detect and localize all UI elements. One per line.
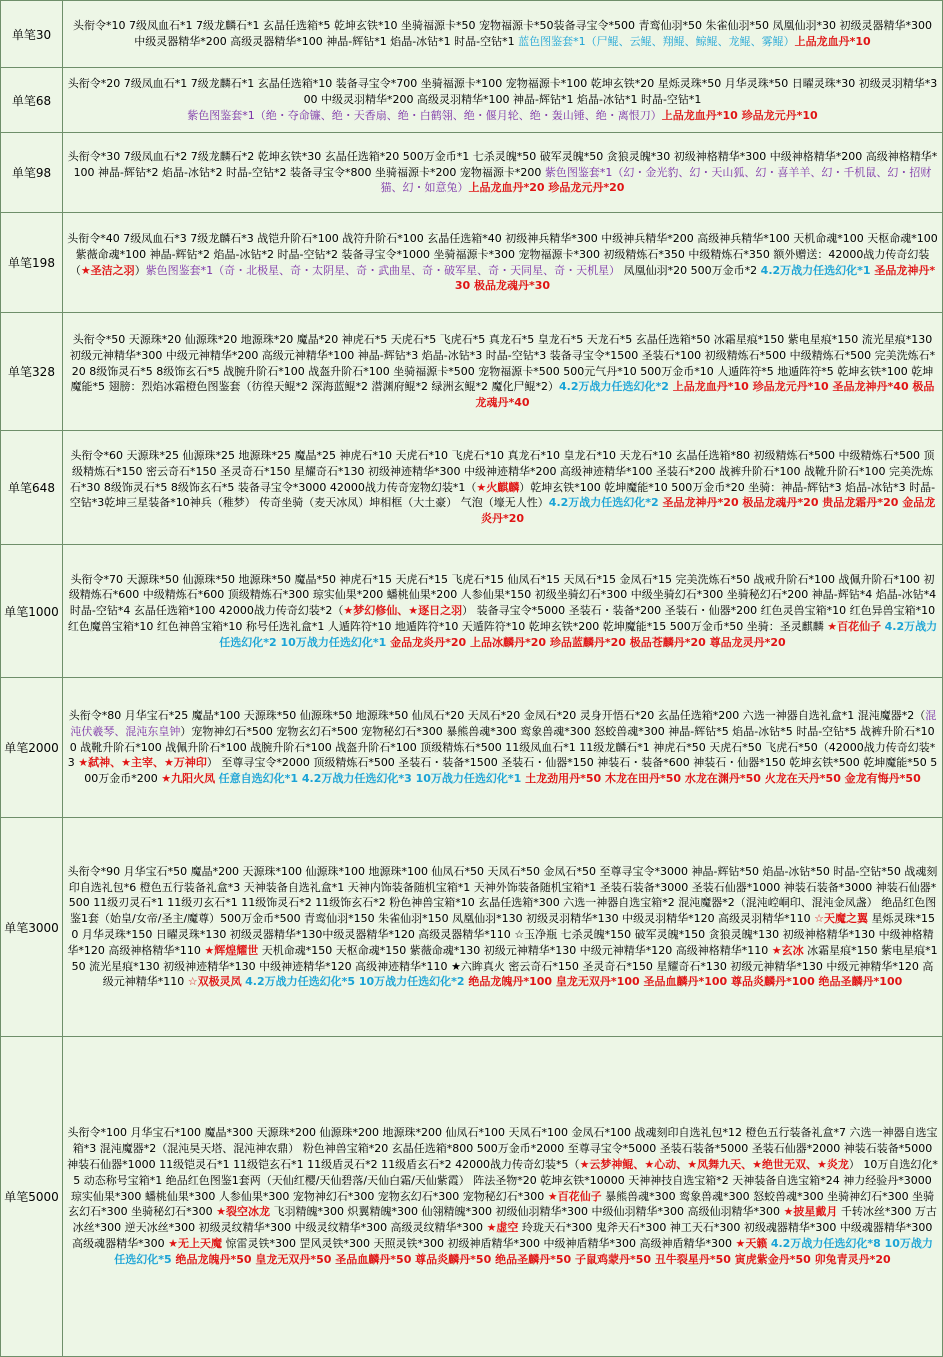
tier-table-body — [1, 1, 943, 1357]
reward-text-red: 圣品龙神丹*30 极品龙魂丹*30 — [454, 263, 936, 293]
reward-text-normal: ）宠物神幻石*500 宠物玄幻石*500 宠物秘幻石*300 暴熊兽魂*300 鸾象兽魂*300 怒蛟兽魂*300 神晶-辉钻*5 焰晶-冰钻*5 时晶-空钻*5 战裤升阶石*100 战靴升阶石*100 战佩升阶石*100 战腕升阶石*100 战盔升阶石*100 顶级精炼石*500 11级凤血石*1 11级龙麟石*1 神虎石*50 天虎石*50 飞虎石*50（42000战力传奇幻装*3 — [67, 724, 936, 770]
reward-text-red: ★云梦神鲲、★心动、★凤舞九天、★绝世无双、★炎龙 — [579, 1158, 849, 1171]
tier-label: 单笔68 — [1, 68, 63, 133]
reward-text-normal: 飞羽精魄*300 炽翼精魄*300 仙翎精魄*300 初级仙羽精华*300 中级仙羽精华*300 高级仙羽精华*300 — [270, 1205, 784, 1219]
tier-row — [1, 1037, 943, 1357]
reward-text-red: ★圣洁之羽 — [80, 263, 135, 277]
reward-text-normal: 头衔令*20 7级凤血石*1 7级龙麟石*1 玄晶任选箱*10 装备寻宝令*700 坐骑福源卡*100 宠物福源卡*100 乾坤玄铁*20 星烁灵珠*50 月华灵珠*50 日曜灵珠*30 初级灵羽精华*300 中级灵羽精华*200 高级灵羽精华*100 神晶-辉钻*1 焰晶-冰钻*1 时晶-空钻*1 — [67, 77, 938, 107]
reward-text-red: ★梦幻修仙、★逐日之羽 — [343, 604, 463, 618]
reward-text-cyan: 4.2万战力任选幻化*2 10万战力任选幻化*1 — [219, 619, 938, 649]
reward-text-cyan: 4.2万战力任选幻化*5 10万战力任选幻化*2 — [245, 975, 465, 989]
reward-text-cyan: 任意自选幻化*1 4.2万战力任选幻化*3 10万战力任选幻化*1 — [218, 772, 522, 786]
reward-text-normal: 惊雷灵铁*300 罡风灵铁*300 天照灵铁*300 初级神盾精华*300 中级神盾精华*300 高级神盾精华*300 — [222, 1236, 736, 1250]
reward-text-normal: 头衔令*10 7级凤血石*1 7级龙麟石*1 玄晶任选箱*5 乾坤玄铁*10 坐骑福源卡*50 宠物福源卡*50装备寻宝令*500 青鸾仙羽*50 朱雀仙羽*50 凤凰仙羽*30 初级灵器精华*300 中级灵器精华*200 高级灵器精华*100 神晶-辉钻*1 焰晶-冰钻*1 时晶-空钻*1 — [73, 19, 932, 48]
reward-text-normal: 星烁灵珠*150 月华灵珠*150 日曜灵珠*130 初级灵器精华*130中级灵器精华*120 高级灵器精华*110 — [71, 912, 935, 941]
tier-label: 单笔328 — [1, 313, 63, 431]
tier-row — [1, 431, 943, 545]
tier-rewards — [63, 68, 943, 133]
tier-row — [1, 678, 943, 818]
tier-label: 单笔3000 — [1, 818, 63, 1037]
reward-text-purple: 紫色图鉴套*1（绝・夺命镰、绝・天香扇、绝・白鹤翎、绝・偃月轮、绝・轰山锤、绝・离恨刀） — [187, 108, 662, 122]
reward-text-red: ★玄冰 — [771, 943, 804, 957]
reward-text-red: 绝品龙魄丹*100 皇龙无双丹*100 圣品血麟丹*100 尊品炎麟丹*100 绝品圣麟丹*100 — [464, 975, 903, 989]
tier-rewards — [63, 818, 943, 1037]
reward-text-normal: ） 至尊寻宝令*2000 顶级精炼石*500 圣装石・装备*1500 圣装石・仙器*150 神装石・装备*600 神装石・仙器*150 乾坤玄铁*500 乾坤魔能*50 500万金币*200 — [84, 756, 938, 786]
reward-text-normal: 千转冰丝*300 万古冰丝*300 逆天冰丝*300 初级灵纹精华*300 中级灵纹精华*300 高级灵纹精华*300 — [72, 1205, 937, 1235]
reward-text-cyan: 4.2万战力任选幻化*1 — [760, 263, 871, 277]
reward-text-red: ☆双极灵凤 — [187, 975, 242, 989]
tier-row — [1, 213, 943, 313]
tier-row — [1, 313, 943, 431]
tier-row — [1, 68, 943, 133]
reward-text-normal: 头衔令*100 月华宝石*100 魔晶*300 天源珠*200 仙源珠*200 地源珠*200 仙凤石*100 天凤石*100 金凤石*100 战魂刻印自选礼包*12 橙色五行装备礼盒*7 六选一神器自选宝箱*3 混沌魔器*2（混沌昊天塔、混沌神农鼎） 粉色神兽宝箱*20 玄晶任选箱*800 500万金币*2000 至尊寻宝令*5000 圣装石装备*5000 圣装石仙器*2000 神装石装备*5000 神装石仙器*1000 11级铠灵石*1 11级铠玄石*1 11级盾灵石*2 11级盾玄石*2 42000战力传奇幻装*5（ — [67, 1126, 938, 1171]
tier-rewards — [63, 545, 943, 678]
reward-text-normal: 暴熊兽魂*300 鸾象兽魂*300 怒蛟兽魂*300 坐骑神幻石*300 坐骑玄幻石*300 坐骑秘幻石*300 — [68, 1189, 935, 1219]
tier-label: 单笔98 — [1, 133, 63, 213]
reward-text-normal: ）乾坤玄铁*100 乾坤魔能*10 500万金币*20 坐骑：神晶-辉钻*3 焰晶-冰钻*3 时晶-空钻*3乾坤三星装备*10神兵（稚梦） 传奇坐骑（麦天冰凤）坤相框（大土豪） 气泡（壕无人性） — [69, 480, 936, 510]
reward-text-red: ★无上天魔 — [168, 1236, 222, 1250]
tier-row — [1, 818, 943, 1037]
tier-rewards — [63, 431, 943, 545]
reward-text-red: ★九阳火凤 — [161, 772, 216, 786]
reward-text-normal: 头衔令*90 月华宝石*50 魔晶*200 天源珠*100 仙源珠*100 地源珠*100 仙凤石*50 天凤石*50 金凤石*50 至尊寻宝令*3000 神晶-辉钻*50 焰晶-冰钻*50 时晶-空钻*50 战魂刻印自选礼包*6 橙色五行装备礼盒*3 天神装备自选礼盒*1 天神内饰装备随机宝箱*1 天神外饰装备随机宝箱*1 圣装石装备*3000 圣装石仙器*1000 神装石装备*3000 神装石仙器*500 11级刃灵石*1 11级刃玄石*1 11级饰灵石*2 11级饰玄石*2 粉色神兽宝箱*10 玄晶任选箱*300 六选一神器自选宝箱*2 混沌魔器*2（混沌崆峒印、混沌金凤盏） 绝品红色图鉴1套（始皇/女帝/圣主/魔尊）500万金币*500 青鸾仙羽*150 朱雀仙羽*150 凤凰仙羽*130 初级灵羽精华*130 中级灵羽精华*120 高级灵羽精华*110 — [67, 864, 938, 926]
reward-text-red: ★虚空 — [486, 1221, 519, 1235]
reward-text-normal: 密云奇石*150 圣灵奇石*150 星耀奇石*130 初级元神精华*130 中级元神精华*120 高级元神精华*110 — [102, 959, 934, 989]
reward-text-blue: 蓝色图鉴套*1（尸鲲、云鲲、翔鲲、鲸鲲、龙鲲、雾鲲） — [518, 35, 795, 48]
reward-text-normal: 头衔令*80 月华宝石*25 魔晶*100 天源珠*50 仙源珠*50 地源珠*50 仙凤石*20 天凤石*20 金凤石*20 灵身开悟石*20 玄晶任选箱*200 六选一神器自选礼盒*1 混沌魔器*2（ — [68, 709, 926, 722]
reward-text-normal: 头衔令*40 7级凤血石*3 7级龙麟石*3 战铠升阶石*100 战符升阶石*100 玄晶任选箱*40 初级神兵精华*300 中级神兵精华*200 高级神兵精华*100 天机命魂*100 天枢命魂*100 紫薇命魂*100 神晶-辉钻*2 焰晶-冰钻*2 时晶-空钻*2 装备寻宝令*1000 坐骑福源卡*300 宠物福源卡*300 初级精炼石*350 中级精炼石*350 额外赠送：42000战力传奇幻装（ — [67, 231, 938, 277]
reward-text-normal: 冰霜星痕*150 紫电星痕*150 流光星痕*130 初级神迹精华*130 中级神迹精华*120 高级神迹精华*110 — [71, 943, 938, 973]
reward-text-normal: 玲珑天石*300 鬼斧天石*300 神工天石*300 初级魂器精华*300 中级魂器精华*300 高级魂器精华*300 — [72, 1221, 933, 1250]
reward-text-star: ☆玉净瓶 — [514, 928, 558, 941]
reward-text-red: 上品龙血丹*20 珍品龙元丹*20 — [468, 181, 625, 195]
reward-text-normal: ） — [134, 263, 146, 277]
tier-label: 单笔5000 — [1, 1037, 63, 1357]
tier-label: 单笔30 — [1, 1, 63, 68]
reward-text-red: ★辉煌耀世 — [204, 943, 259, 957]
tier-rewards — [63, 1037, 943, 1357]
reward-text-red: 上品龙血丹*10 珍品龙元丹*10 — [661, 108, 818, 122]
reward-text-cyan: 4.2万战力任选幻化*8 10万战力任选幻化*5 — [114, 1236, 933, 1266]
tier-label: 单笔198 — [1, 213, 63, 313]
reward-text-star: ★六眸真火 — [451, 959, 505, 973]
reward-text-purple: 紫色图鉴套*1（幻・金光豹、幻・天山狐、幻・喜羊羊、幻・千机鼠、幻・招财猫、幻・如意兔） — [380, 165, 932, 195]
reward-text-normal: 头衔令*70 天源珠*50 仙源珠*50 地源珠*50 魔晶*50 神虎石*15 天虎石*15 飞虎石*15 仙凤石*15 天凤石*15 金凤石*15 完美洗炼石*50 战戒升阶石*100 战佩升阶石*100 初级精炼石*600 中级精炼石*600 顶级精炼石*300 琼实仙果*200 蟠桃仙果*200 人参仙果*150 初级坐骑幻石*300 中级坐骑幻石*300 坐骑秘幻石*200 神晶-辉钻*4 焰晶-冰钻*4 时晶-空钻*4 玄晶任选箱*100 42000战力传奇幻装*2（ — [68, 572, 937, 618]
tier-row — [1, 1, 943, 68]
tier-rewards — [63, 313, 943, 431]
reward-text-red: 上品龙血丹*10 — [794, 35, 871, 48]
reward-text-normal: ） 10万自选幻化*5 动态称号宝箱*1 绝品红色图鉴1套两（天仙红樱/天仙碧落/天仙白霜/天仙紫霞） 阵法圣物*20 乾坤玄铁*10000 天神神技自选宝箱*2 天神装备自选宝箱*24 神力经验丹*3000 琼实仙果*300 蟠桃仙果*300 人参仙果*300 宠物神幻石*300 宠物玄幻石*300 宠物秘幻石*300 — [70, 1158, 938, 1203]
reward-text-red: 金品龙炎丹*20 上品冰麟丹*20 珍品蓝麟丹*20 极品苍麟丹*20 尊品龙灵丹*20 — [386, 635, 786, 649]
reward-text-red: ☆天魔之翼 — [814, 912, 868, 926]
reward-text-normal: 头衔令*60 天源珠*25 仙源珠*25 地源珠*25 魔晶*25 神虎石*10 天虎石*10 飞虎石*10 真龙石*10 皇龙石*10 天龙石*10 玄晶任选箱*80 初级精炼石*500 中级精炼石*500 顶级精炼石*150 密云奇石*150 圣灵奇石*150 星耀奇石*130 初级神迹精华*300 中级神迹精华*200 高级神迹精华*100 圣装石*200 战裤升阶石*100 战靴升阶石*100 完美洗炼石*30 8级饰灵石*5 8级饰玄石*5 装备寻宝令*3000 42000战力传奇宠物幻装*1（ — [69, 449, 935, 494]
tier-label: 单笔648 — [1, 431, 63, 545]
tier-label: 单笔2000 — [1, 678, 63, 818]
reward-text-normal: 头衔令*50 天源珠*20 仙源珠*20 地源珠*20 魔晶*20 神虎石*5 天虎石*5 飞虎石*5 真龙石*5 皇龙石*5 天龙石*5 玄晶任选箱*50 冰霜星痕*150 紫电星痕*150 流光星痕*130 初级元神精华*300 中级元神精华*200 高级元神精华*100 神晶-辉钻*3 焰晶-冰钻*3 时晶-空钻*3 装备寻宝令*1500 圣装石*100 初级精炼石*500 中级精炼石*500 完美洗炼石*20 8级饰灵石*5 8级饰玄石*5 战腕升阶石*100 战盔升阶石*100 坐骑福源卡*500 宠物福源卡*500 500元气丹*10 500万金币*10 人遁阵符*5 地遁阵符*5 乾坤玄铁*100 乾坤魔能*5 翅膀：烈焰冰霜橙色图鉴套（彷徨天鲲*2 深海蓝鲲*2 潜渊府鲲*2 绿洲玄鲲*2 魔化尸鲲*2） — [69, 333, 936, 394]
reward-text-red: ★百花仙子 — [547, 1189, 602, 1203]
reward-text-red: 上品龙血丹*10 珍品龙元丹*10 圣品龙神丹*40 极品龙魂丹*40 — [475, 380, 935, 410]
reward-text-red: ★弑神、★主宰、★万神印 — [78, 756, 207, 770]
tier-row — [1, 545, 943, 678]
reward-text-cyan: 4.2万战力任选幻化*2 — [548, 496, 659, 510]
reward-text-red: 绝品龙魄丹*50 皇龙无双丹*50 圣品血麟丹*50 尊品炎麟丹*50 绝品圣麟丹*50 子鼠鸡蒙丹*50 丑牛裂星丹*50 寅虎紫金丹*50 卯兔青灵丹*20 — [171, 1252, 891, 1266]
reward-text-normal: 天机命魂*150 天枢命魂*150 紫薇命魂*130 初级元神精华*130 中级元神精华*120 高级神格精华*110 — [258, 943, 772, 957]
reward-text-normal: 凤凰仙羽*20 500万金币*2 — [620, 263, 761, 277]
reward-text-red: ★天籁 — [735, 1236, 768, 1250]
reward-text-normal: ） 装备寻宝令*5000 圣装石・装备*200 圣装石・仙器*200 红色灵兽宝箱*10 红色异兽宝箱*10 红色魔兽宝箱*10 红色神兽宝箱*10 称号任选礼盒*1 人遁阵符*10 地遁阵符*10 天遁阵符*10 乾坤玄铁*200 乾坤魔能*15 500万金币*50 坐骑：圣灵麒麟 — [67, 604, 936, 633]
reward-text-red: ★裂空冰龙 — [216, 1205, 271, 1219]
reward-text-cyan: 4.2万战力任选幻化*2 — [559, 380, 669, 394]
reward-text-red: 圣品龙神丹*20 极品龙魂丹*20 贵品龙霜丹*20 金品龙炎丹*20 — [480, 496, 936, 526]
tier-rewards — [63, 678, 943, 818]
reward-text-red: ★百花仙子 — [827, 619, 882, 633]
tier-rewards — [63, 133, 943, 213]
reward-text-purple: 混沌伏羲琴、混沌东皇钟 — [70, 709, 937, 738]
reward-text-red: ★披星戴月 — [783, 1205, 838, 1219]
tier-rewards — [63, 1, 943, 68]
reward-text-normal: 七杀灵魄*150 破军灵魄*150 贪狼灵魄*130 初级神格精华*130 中级神格精华*120 高级神格精华*110 — [67, 928, 934, 957]
reward-text-red: ★火麒麟 — [476, 480, 520, 494]
reward-text-red: 土龙劲用丹*50 木龙在田丹*50 水龙在渊丹*50 火龙在天丹*50 金龙有悔丹*50 — [521, 772, 921, 786]
tier-label: 单笔1000 — [1, 545, 63, 678]
reward-text-normal: 头衔令*30 7级凤血石*2 7级龙麟石*2 乾坤玄铁*30 玄晶任选箱*20 500万金币*1 七杀灵魄*50 破军灵魄*50 贪狼灵魄*30 初级神格精华*300 中级神格精华*200 高级神格精华*100 神晶-辉钻*2 焰晶-冰钻*2 时晶-空钻*2 装备寻宝令*800 坐骑福源卡*200 宠物福源卡*200 — [67, 149, 938, 179]
tier-rewards — [63, 213, 943, 313]
tier-row — [1, 133, 943, 213]
reward-text-purple: 紫色图鉴套*1（奇・北极星、奇・太阴星、奇・武曲星、奇・破军星、奇・天同星、奇・天机星） — [145, 263, 621, 277]
